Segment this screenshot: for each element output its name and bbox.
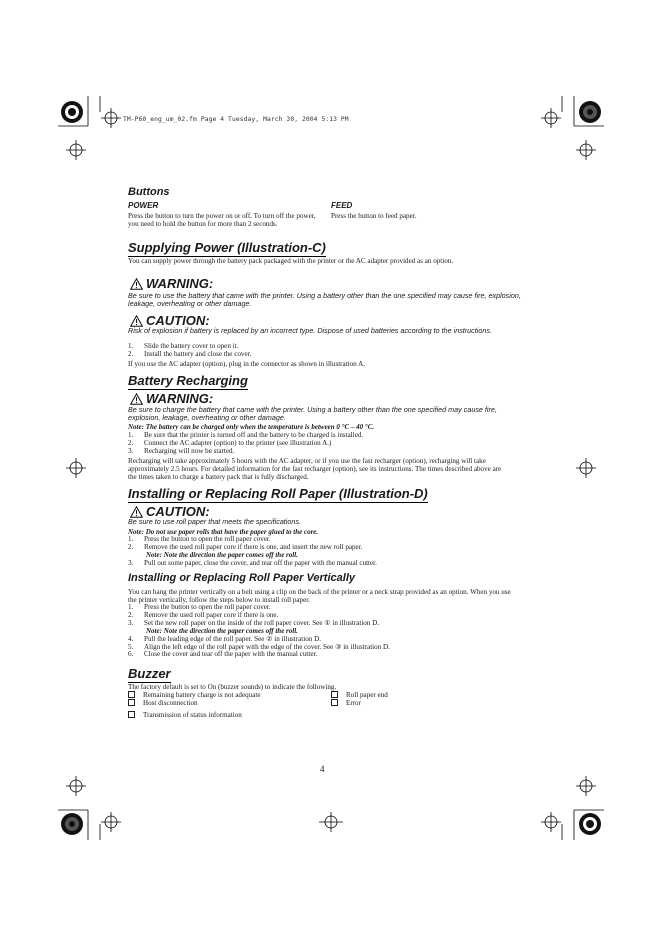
list-item: 1. Slide the battery cover to open it. <box>128 342 239 350</box>
recharge-warning-title <box>130 391 213 406</box>
checkbox-icon <box>128 691 135 698</box>
list-subnote: Note: Note the direction the paper comes off the roll. <box>146 550 298 559</box>
file-header: TM-P60_eng_um_02.fm Page 4 Tuesday, March 30, 2004 5:13 PM <box>123 116 349 123</box>
list-item: 1. Be sure that the printer is turned off and the battery to be charged is installed. <box>128 431 364 439</box>
vertical-intro: You can hang the printer vertically on a belt using a clip on the back of the printer or a neck strap provided as an option. When you use the printer vertically, follow the steps below to install roll paper. <box>128 588 511 605</box>
list-item: 5. Align the left edge of the roll paper with the edge of the cover. See ③ in illustration D. <box>128 642 390 651</box>
supply-caution-text: Risk of explosion if battery is replaced by an incorrect type. Dispose of used batteries according to the instructions. <box>128 326 492 335</box>
list-item: 3. Set the new roll paper on the inside of the roll paper cover. See ① in illustration D. <box>128 618 380 627</box>
roll-note: Note: Do not use paper rolls that have the paper glued to the core. <box>128 528 319 536</box>
caution-triangle-icon <box>130 315 143 327</box>
feed-label: FEED <box>331 201 353 210</box>
power-text: Press the button to turn the power on or off. To turn off the power, you need to hold the button for more than 2 seconds. <box>128 212 316 229</box>
recharge-note: Note: The battery can be charged only when the temperature is between 0 °C – 40 °C. <box>128 423 375 431</box>
checkbox-icon <box>331 691 338 698</box>
list-item: 2. Connect the AC adapter (option) to the printer (see illustration A.) <box>128 438 332 447</box>
checkbox-icon <box>128 699 135 706</box>
recharge-steps <box>128 432 363 456</box>
power-label: POWER <box>128 201 159 210</box>
list-item: 3. Pull out some paper, close the cover, and tear off the paper with the manual cutter. <box>128 558 377 567</box>
warning-triangle-icon <box>130 278 143 290</box>
list-item: 3. Recharging will now be started. <box>128 446 235 455</box>
supply-steps <box>128 343 251 359</box>
list-item: 1. Press the button to open the roll paper cover. <box>128 535 271 543</box>
list-item: 4. Pull the leading edge of the roll paper. See ② in illustration D. <box>128 634 321 643</box>
checkbox-icon <box>128 711 135 718</box>
caution-triangle-icon <box>130 506 143 518</box>
list-item: 2. Remove the used roll paper core if there is one. <box>128 610 279 619</box>
caution-label: CAUTION: <box>146 504 210 519</box>
list-item: 1. Press the button to open the roll paper cover. <box>128 603 271 611</box>
buzzer-item: Host disconnection <box>128 699 198 707</box>
supply-after: If you use the AC adapter (option), plug in the connector as shown in illustration A. <box>128 360 366 368</box>
roll-heading: Installing or Replacing Roll Paper (Illustration-D) <box>128 486 428 501</box>
buzzer-intro: The factory default is set to On (buzzer sounds) to indicate the following. <box>128 683 337 691</box>
list-subnote: Note: Note the direction the paper comes off the roll. <box>146 626 298 635</box>
list-item: 6. Close the cover and tear off the paper with the manual cutter. <box>128 650 318 659</box>
buzzer-item: Error <box>331 699 361 707</box>
roll-caution-text: Be sure to use roll paper that meets the specifications. <box>128 517 301 526</box>
recharge-warning-text: Be sure to charge the battery that came with the printer. Using a battery other than the one specified may cause fire, explosion, leakage, overheating or other damage. <box>128 405 497 422</box>
vertical-steps <box>128 604 390 659</box>
vertical-heading: Installing or Replacing Roll Paper Vertically <box>128 572 355 584</box>
supply-warning-text: Be sure to use the battery that came with the printer. Using a battery other than the one specified may cause fire, explosion, leakage, overheating or other damage. <box>128 291 521 308</box>
buzzer-item: Remaining battery charge is not adequate <box>128 691 260 699</box>
buzzer-item: Roll paper end <box>331 691 388 699</box>
buzzer-item: Transmission of status information <box>128 711 242 719</box>
feed-text: Press the button to feed paper. <box>331 212 417 220</box>
supply-warning-title <box>130 276 213 291</box>
caution-label: CAUTION: <box>146 313 210 328</box>
buzzer-heading: Buzzer <box>128 666 171 681</box>
roll-steps <box>128 536 377 568</box>
recharge-heading: Battery Recharging <box>128 373 248 388</box>
list-item: 2. Install the battery and close the cover. <box>128 349 252 358</box>
list-item: 2. Remove the used roll paper core if there is one, and insert the new roll paper. <box>128 542 363 551</box>
supply-intro: You can supply power through the battery pack packaged with the printer or the AC adapter provided as an option. <box>128 257 454 265</box>
page-number: 4 <box>320 764 325 774</box>
supply-heading: Supplying Power (Illustration-C) <box>128 240 326 255</box>
recharge-after: Recharging will take approximately 5 hours with the AC adapter, or if you use the fast recharger (option), recharging will take approximately 2.5 hours. For detailed information for the fast recharger (option), see its instructions. The times described above are the times taken to charge a battery pack that is fully discharged. <box>128 457 502 482</box>
warning-label: WARNING: <box>146 276 214 291</box>
warning-triangle-icon <box>130 393 143 405</box>
warning-label: WARNING: <box>146 391 214 406</box>
buttons-heading: Buttons <box>128 186 170 198</box>
checkbox-icon <box>331 699 338 706</box>
